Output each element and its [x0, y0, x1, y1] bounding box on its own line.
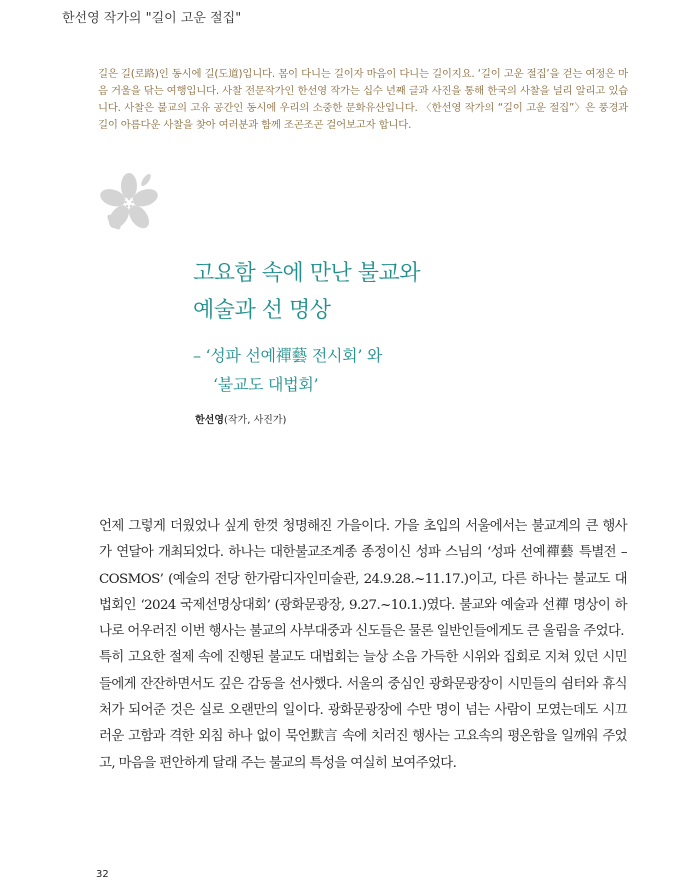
article-subtitle [193, 341, 382, 399]
page-number: 32 [96, 869, 109, 880]
article-subtitle-line1: – ‘성파 선예禪藝 전시회’ 와 [193, 346, 383, 365]
article-title [193, 255, 420, 329]
body-paragraph-1: 언제 그렇게 더웠었나 싶게 한껏 청명해진 가을이다. 가을 초입의 서울에서는 불교계의 큰 행사가 연달아 개최되었다. 하나는 대한불교조계종 종정이신 성파 스님의 ‘성파 선예禪藝 특별전 – COSMOS’ (예술의 전당 한가람디자인미술관, 24.9.28.~11.17.)이고, 다른 하나는 불교도 대법회인 ‘2024 국제선명상대회’ (광화문광장, 9.27.~10.1.)였다. 불교와 예술과 선禪 명상이 하나로 어우러진 이번 행사는 불교의 사부대중과 신도들은 물론 일반인들에게도 큰 울림을 주었다. [99, 519, 627, 640]
article-subtitle-line2: ‘불교도 대법회’ [213, 375, 319, 394]
running-header: 한선영 작가의 "길이 고운 절집" [62, 11, 242, 26]
intro-paragraph: 길은 길(로路)인 동시에 길(도道)입니다. 몸이 다니는 길이자 마음이 다니는 길이지요. ‘길이 고운 절집’을 걷는 여정은 마음 거울을 닦는 여행입니다. 사찰 전문작가인 한선영 작가는 십수 년째 글과 사진을 통해 한국의 사찰을 널리 알리고 있습니다. 사찰은 불교의 고유 공간인 동시에 우리의 소중한 문화유산입니다. 〈한선영 작가의 “길이 고운 절집”〉은 풍경과 길이 아름다운 사찰을 찾아 여러분과 함께 조곤조곤 걸어보고자 합니다. [98, 68, 628, 131]
flower-ornament-icon [96, 170, 162, 236]
author-role: (작가, 사진가) [223, 415, 287, 426]
article-title-line1: 고요함 속에 만난 불교와 [193, 261, 421, 286]
author-name: 한선영 [195, 415, 224, 426]
author-byline [195, 411, 286, 426]
article-title-line2: 예술과 선 명상 [193, 298, 331, 323]
article-body [99, 514, 627, 777]
body-paragraph-2: 특히 고요한 절제 속에 진행된 불교도 대법회는 늘상 소음 가득한 시위와 집회로 지쳐 있던 시민들에게 잔잔하면서도 깊은 감동을 선사했다. 서울의 중심인 광화문광장이 시민들의 쉼터와 휴식처가 되어준 것은 실로 오랜만의 일이다. 광화문광장에 수만 명이 넘는 사람이 모였는데도 시끄러운 고함과 격한 외침 하나 없이 묵언默言 속에 치러진 행사는 고요속의 평온함을 일깨워 주었고, 마음을 편안하게 달래 주는 불교의 특성을 여실히 보여주었다. [99, 650, 627, 771]
